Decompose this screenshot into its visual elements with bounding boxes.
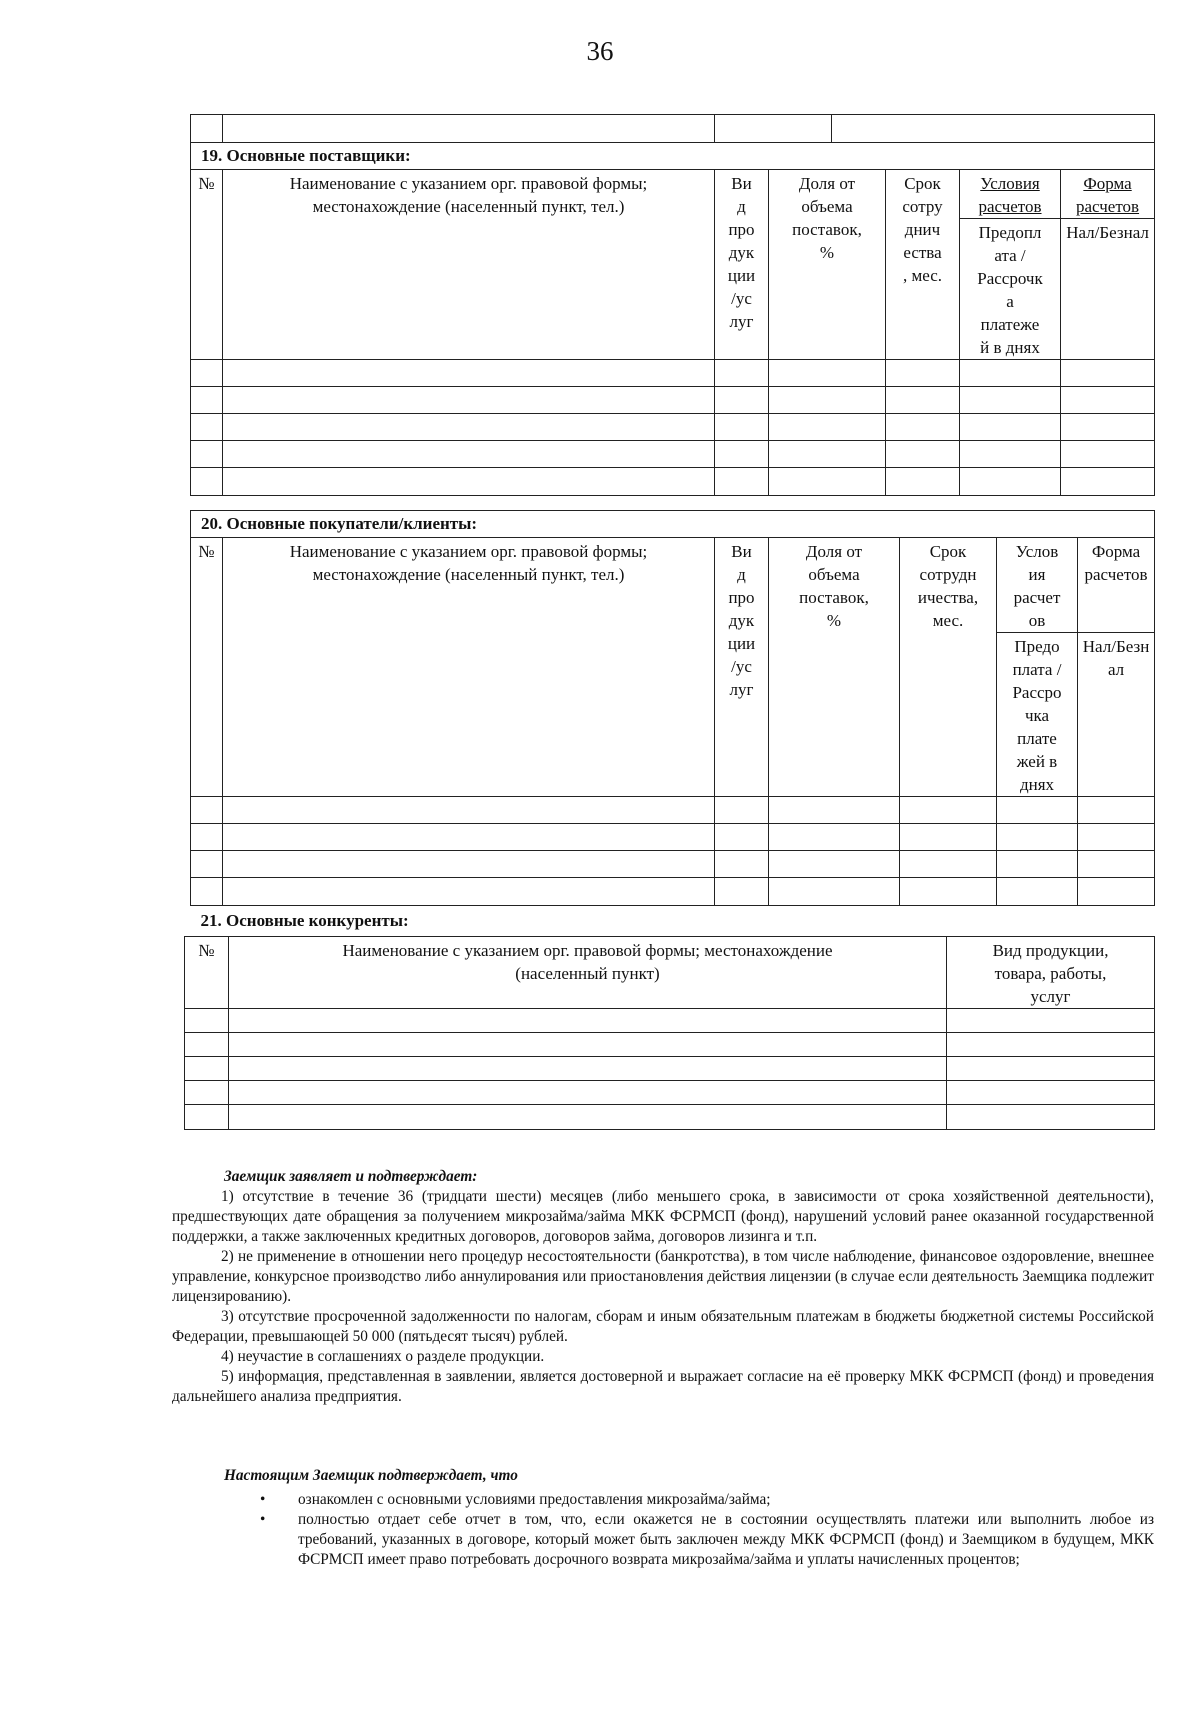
table-cell[interactable] [1078,797,1155,824]
table-cell[interactable] [960,441,1061,468]
table-cell[interactable] [960,468,1061,496]
declaration-block [172,1167,1154,1407]
table-cell[interactable] [832,115,1155,143]
table-cell[interactable] [223,878,715,906]
table-cell[interactable] [715,797,769,824]
table-cell[interactable] [191,878,223,906]
table-row [191,414,1155,441]
table-cell[interactable] [191,414,223,441]
table-row [191,824,1155,851]
table-cell[interactable] [769,797,900,824]
table-cell[interactable] [229,1104,947,1129]
table-cell[interactable] [886,414,960,441]
table-cell[interactable] [900,797,997,824]
table-cell[interactable] [769,878,900,906]
column-header-product-type: Вид продукции, товара, работы, услуг [947,936,1155,1008]
table-cell[interactable] [185,1104,229,1129]
table-cell[interactable] [1061,387,1155,414]
declaration-item: 3) отсутствие просроченной задолженности по налогам, сборам и иным обязательным платежам в бюджеты бюджетной системы Российской Федерации, превышающей 50 000 (пятьдесят тысяч) рублей. [172,1308,1154,1345]
column-header-product-type: Ви д про дук ции /ус луг [715,538,769,797]
table-cell[interactable] [1078,878,1155,906]
table-cell[interactable] [223,468,715,496]
table-cell[interactable] [229,1032,947,1056]
list-item-text: полностью отдает себе отчет в том, что, если окажется не в состоянии осуществлять платежи или выполнить любое из требований, указанных в договоре, который может быть заключен между МКК ФСРМСП (фонд) и Заемщиком в будущем, МКК ФСРМСП имеет право потребовать досрочного возврата микрозайма/займа и уплаты начисленных процентов; [298,1511,1154,1568]
table-cell[interactable] [223,360,715,387]
table-cell[interactable] [229,1056,947,1080]
column-header-name: Наименование с указанием орг. правовой формы; местонахождение (населенный пункт, тел.) [223,538,715,797]
confirmation-heading: Настоящим Заемщик подтверждает, что [224,1467,518,1484]
table-row [191,387,1155,414]
table-cell[interactable] [947,1032,1155,1056]
column-header-payment-terms: Услов ия расчет ов [997,538,1078,633]
table-cell[interactable] [960,414,1061,441]
table-cell[interactable] [769,360,886,387]
table-cell[interactable] [886,360,960,387]
table-row [185,1056,1155,1080]
table-cell[interactable] [185,1032,229,1056]
confirmation-block [172,1466,1154,1570]
declaration-item: 5) информация, представленная в заявлении, является достоверной и выражает согласие на её проверку МКК ФСРМСП (фонд) и проведения дальнейшего анализа предприятия. [172,1368,1154,1405]
column-header-term: Срок сотру днич ества , мес. [886,170,960,360]
table-cell[interactable] [715,115,832,143]
table-cell[interactable] [769,441,886,468]
table-cell[interactable] [769,387,886,414]
previous-table-tail [190,114,1155,143]
table-cell[interactable] [997,851,1078,878]
table-cell[interactable] [191,387,223,414]
column-header-payment-form: Форма расчетов [1061,170,1155,219]
table-cell[interactable] [1061,441,1155,468]
column-header-number: № [191,170,223,360]
table-cell[interactable] [1061,414,1155,441]
table-cell[interactable] [960,387,1061,414]
table-cell[interactable] [769,851,900,878]
table-cell[interactable] [223,414,715,441]
table-cell[interactable] [769,824,900,851]
table-row [191,468,1155,496]
table-row [185,1008,1155,1032]
table-cell[interactable] [997,824,1078,851]
table-cell[interactable] [1078,824,1155,851]
table-cell[interactable] [191,360,223,387]
table-row [185,1032,1155,1056]
table-cell[interactable] [900,851,997,878]
list-item-text: ознакомлен с основными условиями предоставления микрозайма/займа; [298,1491,771,1508]
table-cell[interactable] [886,387,960,414]
declaration-heading: Заемщик заявляет и подтверждает: [224,1168,478,1185]
table-cell[interactable] [715,360,769,387]
table-cell[interactable] [223,115,715,143]
subheader-prepayment: Предо плата / Рассро чка плате жей в днях [997,633,1078,797]
table-cell[interactable] [947,1008,1155,1032]
table-row [191,851,1155,878]
page-number: 36 [586,36,614,66]
table-cell[interactable] [769,468,886,496]
table-cell[interactable] [997,878,1078,906]
table-cell[interactable] [715,414,769,441]
table-cell[interactable] [1061,360,1155,387]
table-cell[interactable] [886,441,960,468]
list-item [172,1490,1154,1510]
table-row [191,441,1155,468]
column-header-product-type: Ви д про дук ции /ус луг [715,170,769,360]
table-cell[interactable] [229,1008,947,1032]
table-cell[interactable] [947,1080,1155,1104]
column-header-payment-form: Форма расчетов [1078,538,1155,633]
column-header-number: № [185,936,229,1008]
competitors-table [184,908,1155,1130]
column-header-number: № [191,538,223,797]
table-cell[interactable] [715,851,769,878]
table-cell[interactable] [900,824,997,851]
table-cell[interactable] [185,1056,229,1080]
table-row [191,878,1155,906]
table-cell[interactable] [191,797,223,824]
column-header-name: Наименование с указанием орг. правовой формы; местонахождение (населенный пункт, тел.) [223,170,715,360]
table-cell[interactable] [223,797,715,824]
table-cell[interactable] [185,1080,229,1104]
table-cell[interactable] [1061,468,1155,496]
bullet-icon: • [260,1491,266,1508]
table-cell[interactable] [947,1056,1155,1080]
table-cell[interactable] [223,441,715,468]
table-cell[interactable] [715,824,769,851]
column-header-name: Наименование с указанием орг. правовой формы; местонахождение (населенный пункт) [229,936,947,1008]
table-cell[interactable] [229,1080,947,1104]
table-row [191,797,1155,824]
table-cell[interactable] [191,115,223,143]
table-cell[interactable] [223,387,715,414]
subheader-prepayment: Предопл ата / Рассрочк а платеже й в днях [960,219,1061,360]
bullet-icon: • [260,1511,266,1528]
declaration-item: 1) отсутствие в течение 36 (тридцати шести) месяцев (либо меньшего срока, в зависимости от срока хозяйственной деятельности), предшествующих дате обращения за получением микрозайма/займа МКК ФСРМСП (фонд), нарушений условий ранее оказанной государственной поддержки, а также заключенных кредитных договоров, договоров займа, договоров лизинга и т.п. [172,1188,1154,1245]
table-cell[interactable] [185,1008,229,1032]
declaration-item: 4) неучастие в соглашениях о разделе продукции. [221,1348,545,1365]
table-cell[interactable] [715,387,769,414]
table-cell[interactable] [223,824,715,851]
table-cell[interactable] [769,414,886,441]
column-header-payment-terms: Условия расчетов [960,170,1061,219]
section-title: 19. Основные поставщики: [191,143,1155,170]
declaration-item: 2) не применение в отношении него процедур несостоятельности (банкротства), в том числе наблюдение, финансовое оздоровление, внешнее управление, конкурсное производство либо аннулирования или приостановления действия лицензии (в случае если деятельность Заемщика подлежит лицензированию). [172,1248,1154,1305]
table-cell[interactable] [997,797,1078,824]
column-header-share: Доля от объема поставок, % [769,538,900,797]
customers-table [190,510,1155,906]
table-cell[interactable] [715,441,769,468]
table-cell[interactable] [715,878,769,906]
table-cell[interactable] [191,824,223,851]
column-header-term: Срок сотрудн ичества, мес. [900,538,997,797]
table-cell[interactable] [223,851,715,878]
subheader-cash-noncash: Нал/Безнал [1061,219,1155,360]
table-cell[interactable] [191,851,223,878]
suppliers-table [190,142,1155,496]
table-cell[interactable] [947,1104,1155,1129]
table-row [191,360,1155,387]
table-row [185,1104,1155,1129]
table-cell[interactable] [1078,851,1155,878]
column-header-share: Доля от объема поставок, % [769,170,886,360]
table-cell[interactable] [191,468,223,496]
table-cell[interactable] [900,878,997,906]
table-row [185,1080,1155,1104]
list-item [172,1510,1154,1570]
table-cell[interactable] [960,360,1061,387]
table-cell[interactable] [715,468,769,496]
subheader-cash-noncash: Нал/Безн ал [1078,633,1155,797]
section-title: 20. Основные покупатели/клиенты: [191,511,1155,538]
table-cell[interactable] [191,441,223,468]
table-cell[interactable] [886,468,960,496]
section-title: 21. Основные конкуренты: [185,908,1155,936]
